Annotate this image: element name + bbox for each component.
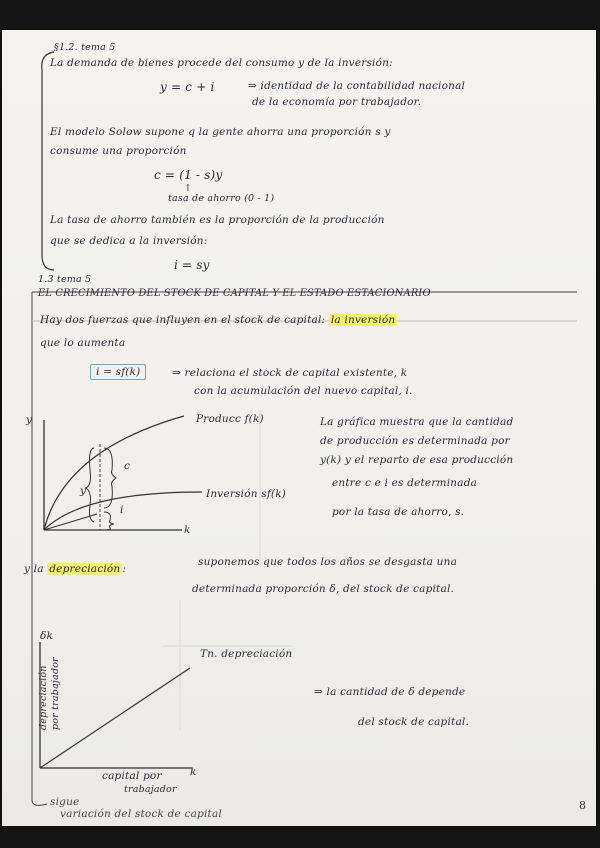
text-line: ⇒ la cantidad de δ depende xyxy=(314,686,466,698)
section-heading-1: §1.2. tema 5 xyxy=(54,42,116,53)
text-line: Hay dos fuerzas que influyen en el stock de capital: la inversión xyxy=(40,314,396,326)
equation: c = (1 - s)y xyxy=(154,168,223,182)
page-number: 8 xyxy=(579,799,586,812)
x-axis-label: k xyxy=(184,524,191,536)
footer-note: variación del stock de capital xyxy=(60,808,222,820)
y-axis-title: depreciación xyxy=(38,665,49,730)
x-axis-label: k xyxy=(190,766,197,778)
notebook-page xyxy=(2,30,596,826)
text-line: que se dedica a la inversión: xyxy=(50,235,208,247)
text-line: que lo aumenta xyxy=(40,337,126,349)
text-line: entre c e i es determinada xyxy=(332,477,478,489)
text-line: por la tasa de ahorro, s. xyxy=(332,506,465,518)
x-axis-title: trabajador xyxy=(124,784,177,795)
equation: y = c + i xyxy=(160,80,215,94)
text-line: y la depreciación : xyxy=(24,563,127,575)
y-axis-label: δk xyxy=(40,630,54,642)
text-line: La gráfica muestra que la cantidad xyxy=(320,416,514,428)
text-line: y(k) y el reparto de esa producción xyxy=(320,454,514,466)
depreciation-graph xyxy=(2,30,596,826)
text-line: ⇒ identidad de la contabilidad nacional xyxy=(248,80,466,92)
text-line: con la acumulación del nuevo capital, i. xyxy=(194,385,413,397)
text-line: de la economía por trabajador. xyxy=(252,96,422,108)
text-line: de producción es determinada por xyxy=(320,435,510,447)
text-line: ↑ xyxy=(184,183,193,194)
curve-label: Inversión sf(k) xyxy=(206,488,287,500)
depreciation-line xyxy=(40,668,190,768)
footer-note: sigue xyxy=(50,796,80,808)
x-axis-title: capital por xyxy=(102,770,162,782)
boxed-equation: i = sf(k) xyxy=(90,366,146,378)
brace-label: i xyxy=(120,504,124,516)
brace-label: c xyxy=(124,460,131,472)
text-line: La tasa de ahorro también es la proporción de la producción xyxy=(50,214,385,226)
text-line: El modelo Solow supone q la gente ahorra una proporción s y xyxy=(50,126,391,138)
section-title: EL CRECIMIENTO DEL STOCK DE CAPITAL Y EL ESTADO ESTACIONARIO xyxy=(38,288,431,299)
text-line: La demanda de bienes procede del consumo y de la inversión: xyxy=(50,57,393,69)
text-line: suponemos que todos los años se desgasta una xyxy=(198,556,458,568)
y-axis-title: por trabajador xyxy=(50,657,61,730)
curve-label: Producc f(k) xyxy=(196,413,264,425)
text-line: ⇒ relaciona el stock de capital existente, k xyxy=(172,367,408,379)
brace-label: y xyxy=(80,485,87,497)
text-line: determinada proporción δ, del stock de capital. xyxy=(192,583,455,595)
text-line: consume una proporción xyxy=(50,145,187,157)
text-line: tasa de ahorro (0 - 1) xyxy=(168,193,275,204)
section-heading-2: 1.3 tema 5 xyxy=(38,274,92,285)
y-axis-label: y xyxy=(26,414,33,426)
equation: i = sy xyxy=(174,258,210,272)
line-label: Tn. depreciación xyxy=(200,648,293,660)
text-line: del stock de capital. xyxy=(358,716,470,728)
